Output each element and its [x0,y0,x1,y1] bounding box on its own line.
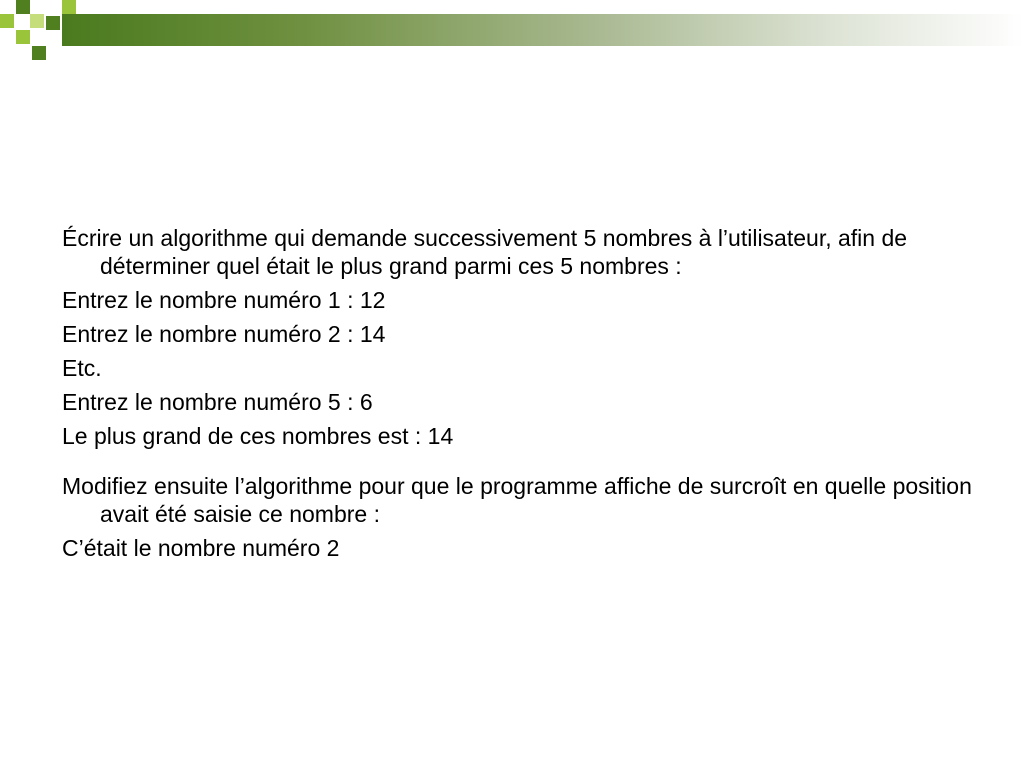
decor-square [0,14,14,28]
paragraph-example-line: Entrez le nombre numéro 5 : 6 [62,389,373,415]
header-decoration [0,0,1024,62]
paragraph-example-line: Entrez le nombre numéro 2 : 14 [62,321,386,347]
decor-square [16,30,30,44]
paragraph-example-line: Etc. [62,355,102,381]
decor-square [62,0,76,14]
decor-square [46,16,60,30]
decor-square [32,46,46,60]
paragraph-modification-statement: Modifiez ensuite l’algorithme pour que le programme affiche de surcroît en quelle position avait été saisie ce nombre : [62,473,972,527]
decor-square [16,0,30,14]
paragraph-exercise-statement: Écrire un algorithme qui demande successivement 5 nombres à l’utilisateur, afin de déterminer quel était le plus grand parmi ces 5 nombres : [62,225,908,279]
paragraph-modification-result: C’était le nombre numéro 2 [62,535,340,561]
slide-body [62,224,982,568]
decor-square [30,14,44,28]
paragraph-example-result: Le plus grand de ces nombres est : 14 [62,423,454,449]
header-gradient-bar [62,14,1024,46]
paragraph-example-line: Entrez le nombre numéro 1 : 12 [62,287,386,313]
